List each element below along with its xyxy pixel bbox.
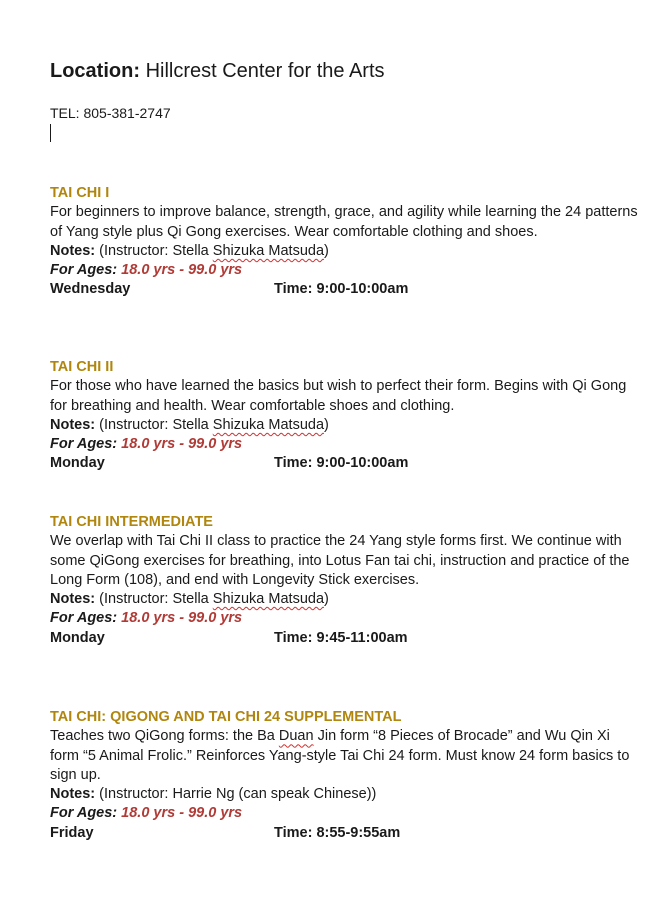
course-notes (50, 242, 640, 261)
notes-text: (Instructor: Stella (95, 242, 213, 259)
description-text-rest: Jin form “8 Pieces of Brocade” and Wu Qin Xi form “5 Animal Frolic.” Reinforces Yang-style Tai Chi 24 form. Must know 24 form basics to sign up. (50, 728, 630, 783)
ages-label: For Ages: (50, 610, 118, 627)
ages-label: For Ages: (50, 436, 118, 453)
description-text: Teaches two QiGong forms: the Ba (50, 728, 279, 745)
notes-label: Notes: (50, 786, 96, 803)
course-tai-chi-1 (50, 184, 640, 300)
course-qigong-supplemental (50, 708, 640, 843)
notes-text: (Instructor: Stella (95, 591, 213, 608)
course-tai-chi-2 (50, 358, 640, 474)
course-description: For beginners to improve balance, strength, grace, and agility while learning the 24 patterns of Yang style plus Qi Gong exercises. Wear comfortable clothing and shoes. (50, 204, 638, 240)
course-title: TAI CHI: QIGONG AND TAI CHI 24 SUPPLEMENTAL (50, 709, 402, 725)
notes-text: (Instructor: Stella (95, 416, 213, 433)
ages-label: For Ages: (50, 805, 118, 822)
description-flagged-word: Duan (278, 728, 314, 745)
notes-label: Notes: (50, 416, 96, 433)
course-schedule (50, 280, 640, 299)
course-day: Wednesday (50, 281, 131, 298)
text-cursor[interactable] (50, 124, 51, 142)
ages-value: 18.0 yrs - 99.0 yrs (117, 805, 243, 822)
location-value: Hillcrest Center for the Arts (145, 60, 385, 82)
course-notes (50, 785, 640, 804)
notes-text: (Instructor: Harrie Ng (can speak Chinese)) (95, 786, 377, 803)
course-notes (50, 416, 640, 435)
course-notes (50, 590, 640, 609)
notes-label: Notes: (50, 591, 96, 608)
notes-close: ) (324, 591, 329, 608)
course-day: Monday (50, 455, 105, 472)
course-description: For those who have learned the basics but wish to perfect their form. Begins with Qi Gong for breathing and health. Wear comfortable shoes and clothing. (50, 378, 627, 414)
course-title: TAI CHI I (50, 185, 110, 201)
course-ages (50, 261, 640, 280)
ages-label: For Ages: (50, 262, 118, 279)
course-title: TAI CHI II (50, 359, 114, 375)
course-schedule (50, 824, 640, 843)
course-day: Friday (50, 824, 94, 841)
course-time: Time: 9:00-10:00am (274, 281, 409, 298)
course-time: Time: 9:00-10:00am (274, 455, 409, 472)
notes-close: ) (324, 416, 329, 433)
notes-close: ) (324, 242, 329, 259)
course-ages (50, 609, 640, 628)
telephone: TEL: 805-381-2747 (50, 105, 171, 121)
course-description (50, 727, 640, 785)
course-title: TAI CHI INTERMEDIATE (50, 514, 213, 530)
ages-value: 18.0 yrs - 99.0 yrs (117, 262, 243, 279)
course-description: We overlap with Tai Chi II class to practice the 24 Yang style forms first. We continue with some QiGong exercises for breathing, into Lotus Fan tai chi, instruction and practice of the Long Form (108), and end with Longevity Stick exercises. (50, 533, 630, 588)
notes-instructor-name: Shizuka Matsuda (212, 242, 325, 259)
course-day: Monday (50, 629, 105, 646)
course-ages (50, 804, 640, 823)
location-line (50, 60, 385, 83)
notes-label: Notes: (50, 242, 96, 259)
ages-value: 18.0 yrs - 99.0 yrs (117, 436, 243, 453)
course-ages (50, 435, 640, 454)
notes-instructor-name: Shizuka Matsuda (212, 416, 325, 433)
course-time: Time: 9:45-11:00am (274, 629, 408, 646)
notes-instructor-name: Shizuka Matsuda (212, 591, 325, 608)
location-label: Location: (50, 60, 140, 82)
course-schedule (50, 629, 640, 648)
course-schedule (50, 454, 640, 473)
course-time: Time: 8:55-9:55am (274, 824, 401, 841)
course-tai-chi-intermediate (50, 513, 640, 648)
ages-value: 18.0 yrs - 99.0 yrs (117, 610, 243, 627)
